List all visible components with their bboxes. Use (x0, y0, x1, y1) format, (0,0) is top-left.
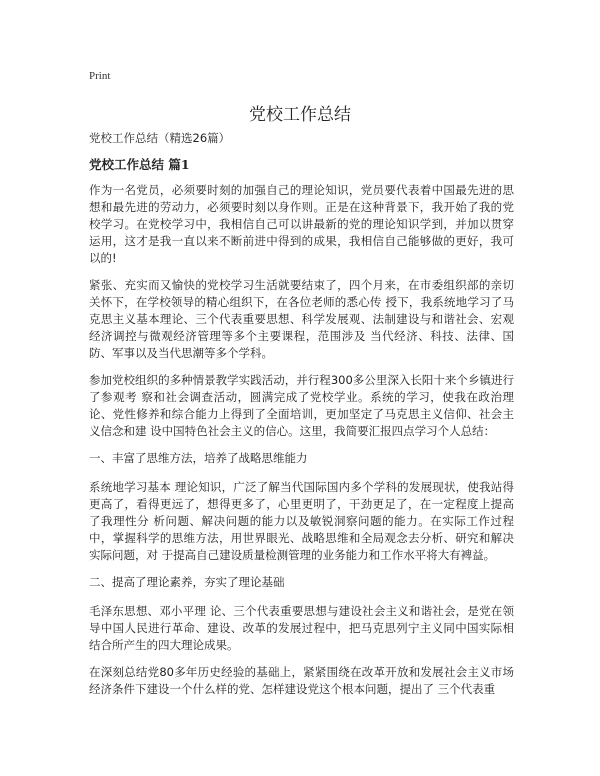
paragraph: 毛泽东思想、邓小平理 论、三个代表重要思想与建设社会主义和谐社会，是党在领导中国人民进行革命、建设、改革的发展过程中，把马克思列宁主义同中国实际相结合所产生的四大理论成果。 (89, 604, 514, 652)
document-subtitle: 党校工作总结（精选26篇） (89, 131, 231, 145)
paragraph: 在深刻总结党80多年历史经验的基础上，紧紧围绕在改革开放和发展社会主义市场经济条件下建设一个什么样的党、怎样建设党这个根本问题，提出了 三个代表重 (89, 665, 514, 696)
paragraph: 系统地学习基本 理论知识，广泛了解当代国际国内多个学科的发展现状，使我站得更高了，看得更远了，想得更多了，心里更明了，干劲更足了，在一定程度上提高了我理性分 析问题、解决问题的能力以及敏锐洞察问题的能力。在实际工作过程中，掌握科学的思维方法，用世界眼光、战略思维和全局观念去分析、研究和解决实际问题，对 于提高自己建设质量检测管理的业务能力和工作水平将大有裨益。 (89, 480, 514, 562)
section-title: 党校工作总结 篇1 (89, 157, 190, 172)
page-title: 党校工作总结 (249, 105, 351, 125)
subheading: 一、丰富了思维方法，培养了战略思维能力 (89, 451, 308, 465)
paragraph: 紧张、充实而又愉快的党校学习生活就要结束了，四个月来，在市委组织部的亲切关怀下，在学校领导的精心组织下，在各位老师的悉心传 授下，我系统地学习了马克思主义基本理论、三个代表重要思想、科学发展观、法制建设与和谐社会、宏观经济调控与微观经济管理等多个主要课程，范围涉及 当代经济、科技、法律、国防、军事以及当代思潮等多个学科。 (89, 278, 514, 360)
subheading: 二、提高了理论素养，夯实了理论基础 (89, 575, 285, 589)
document-body (89, 130, 514, 708)
print-link[interactable]: Print (89, 70, 111, 82)
paragraph: 参加党校组织的多种情景教学实践活动，并行程300多公里深入长阳十来个乡镇进行了参观考 察和社会调查活动，圆满完成了党校学业。系统的学习，使我在政治理论、党性修养和综合能力上得到了全面培训，更加坚定了马克思主义信仰、社会主义信念和建 设中国特色社会主义的信心。这里，我简要汇报四点学习个人总结： (89, 373, 514, 438)
paragraph: 作为一名党员，必须要时刻的加强自己的理论知识，党员要代表着中国最先进的思想和最先进的劳动力，必须要时刻以身作则。正是在这种背景下，我开始了我的党校学习。在党校学习中，我相信自己可以讲最新的党的理论知识学到，并加以贯穿运用，这才是我一直以来不断前进中得到的成果，我相信自己能够做的更好，我可以的! (89, 183, 514, 265)
